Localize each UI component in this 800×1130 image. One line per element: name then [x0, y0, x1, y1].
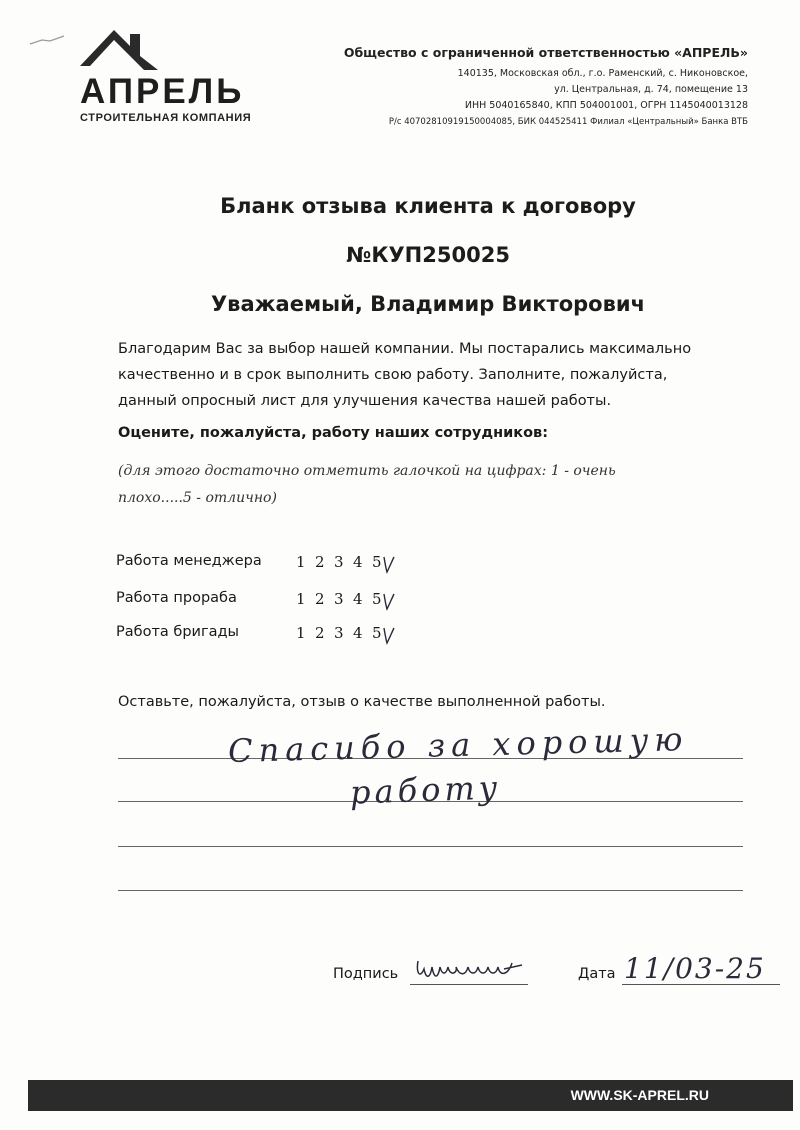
company-name: Общество с ограниченной ответственностью «АПРЕЛЬ»: [343, 45, 748, 60]
company-requisites: [318, 45, 748, 130]
intro-line: Благодарим Вас за выбор нашей компании. Мы постарались максимально: [118, 341, 692, 357]
logo-subtitle: СТРОИТЕЛЬНАЯ КОМПАНИЯ: [80, 112, 252, 124]
handwritten-signature: [412, 953, 530, 985]
feedback-line[interactable]: [118, 890, 743, 891]
handwritten-feedback-line-1: Спасибо за хорошую: [227, 719, 689, 771]
company-address-1: 140135, Московская обл., г.о. Раменский, с. Никоновское,: [457, 68, 748, 79]
greeting: Уважаемый, Владимир Викторович: [210, 292, 646, 316]
handwritten-feedback-line-2: работу: [349, 768, 502, 812]
signature-label: Подпись: [333, 966, 399, 982]
company-ids: ИНН 5040165840, КПП 504001001, ОГРН 1145040013128: [464, 100, 748, 111]
logo-name: АПРЕЛЬ: [80, 72, 245, 111]
date-label: Дата: [578, 966, 616, 982]
handwritten-date: 11/03-25: [624, 952, 766, 985]
scan-mark: [28, 34, 68, 48]
scale-5[interactable]: 5: [372, 624, 382, 642]
scale-5[interactable]: 5: [372, 590, 382, 608]
rating-instruction: [118, 458, 718, 512]
feedback-line[interactable]: [118, 846, 743, 847]
scale-2[interactable]: 2: [315, 590, 325, 608]
feedback-prompt: Оставьте, пожалуйста, отзыв о качестве выполненной работы.: [118, 694, 606, 710]
rating-heading: Оцените, пожалуйста, работу наших сотрудников:: [118, 425, 549, 441]
rating-label: Работа прораба: [116, 590, 237, 606]
intro-line: данный опросный лист для улучшения качества нашей работы.: [118, 393, 612, 409]
rating-label: Работа менеджера: [116, 553, 262, 569]
checkmark-icon: [382, 551, 396, 575]
rating-scale[interactable]: [296, 553, 391, 571]
checkmark-icon: [382, 588, 396, 612]
scale-3[interactable]: 3: [334, 553, 344, 571]
instruction-line: (для этого достаточно отметить галочкой на цифрах: 1 - очень: [118, 463, 616, 479]
website-link[interactable]: WWW.SK-APREL.RU: [570, 1087, 709, 1103]
scale-1[interactable]: 1: [296, 553, 306, 571]
scale-2[interactable]: 2: [315, 553, 325, 571]
scale-3[interactable]: 3: [334, 590, 344, 608]
scale-4[interactable]: 4: [353, 553, 363, 571]
scale-5[interactable]: 5: [372, 553, 382, 571]
company-address-2: ул. Центральная, д. 74, помещение 13: [554, 84, 748, 95]
intro-line: качественно и в срок выполнить свою работу. Заполните, пожалуйста,: [118, 367, 668, 383]
document-title: Бланк отзыва клиента к договору: [220, 194, 636, 218]
scale-1[interactable]: 1: [296, 624, 306, 642]
scale-4[interactable]: 4: [353, 624, 363, 642]
rating-scale[interactable]: [296, 624, 391, 642]
footer-bar: [28, 1080, 793, 1111]
contract-number: №КУП250025: [346, 243, 510, 267]
checkmark-icon: [382, 622, 396, 646]
scale-1[interactable]: 1: [296, 590, 306, 608]
instruction-line: плохо.....5 - отлично): [118, 490, 277, 506]
scale-4[interactable]: 4: [353, 590, 363, 608]
company-bank: Р/с 40702810919150004085, БИК 044525411 Филиал «Центральный» Банка ВТБ: [388, 117, 748, 127]
scale-2[interactable]: 2: [315, 624, 325, 642]
intro-paragraph: [118, 336, 738, 414]
rating-label: Работа бригады: [116, 624, 239, 640]
rating-scale[interactable]: [296, 590, 391, 608]
logo-roof-icon: [78, 26, 160, 70]
scale-3[interactable]: 3: [334, 624, 344, 642]
